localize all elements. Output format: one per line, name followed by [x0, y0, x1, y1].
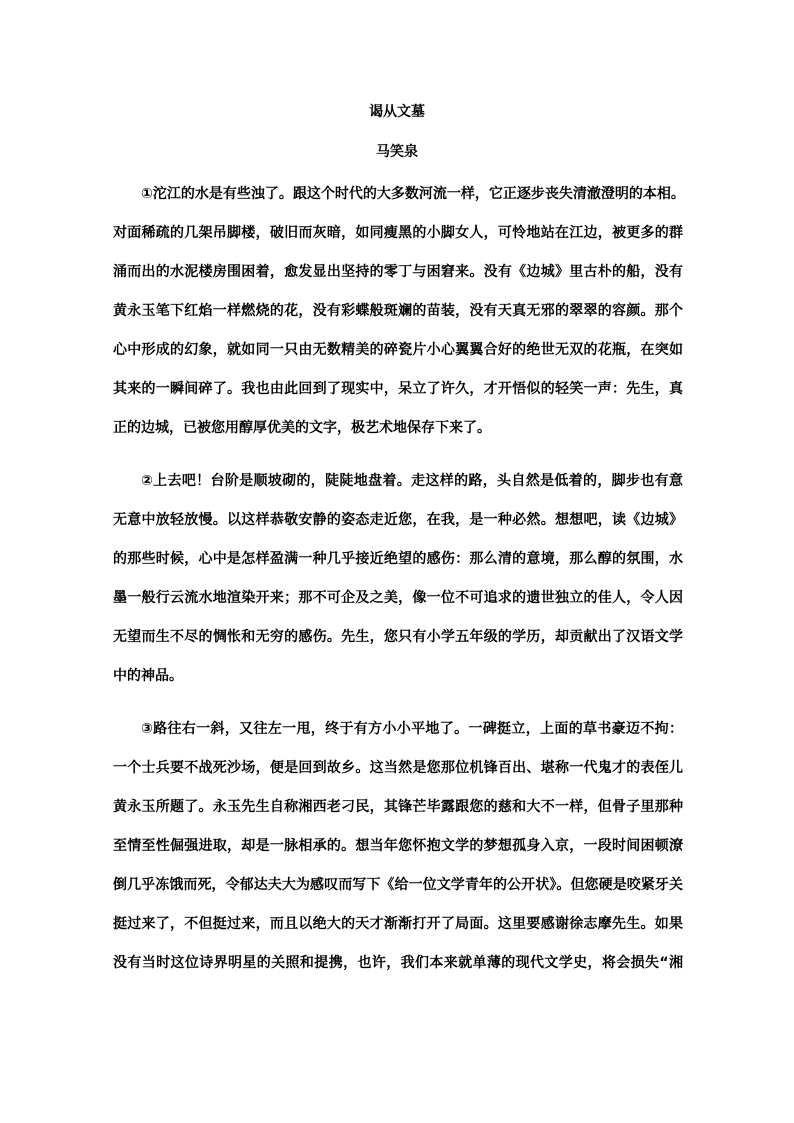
paragraph-1-line-3: 涌而出的水泥楼房围困着，愈发显出坚持的零丁与困窘来。没有《边城》里古朴的船，没有 [113, 264, 683, 280]
essay-title: 谒从文墓 [369, 104, 425, 120]
paragraph-3-line-7: 没有当时这位诗界明星的关照和提携，也许，我们本来就单薄的现代文学史，将会损失“湘 [113, 955, 683, 971]
paragraph-2-line-6: 中的神品。 [113, 668, 183, 684]
paragraph-2-line-2: 无意中放轻放慢。以这样恭敬安静的姿态走近您，在我，是一种必然。想想吧，读《边城》 [113, 512, 683, 528]
paragraph-1-line-2: 对面稀疏的几架吊脚楼，破旧而灰暗，如同瘦黑的小脚女人，可怜地站在江边，被更多的群 [113, 225, 683, 241]
paragraph-3-line-3: 黄永玉所题了。永玉先生自称湘西老刁民，其锋芒毕露跟您的慈和大不一样，但骨子里那种 [113, 799, 683, 815]
essay-author: 马笑泉 [376, 144, 418, 160]
paragraph-1-line-4: 黄永玉笔下红焰一样燃烧的花，没有彩蝶般斑斓的苗装，没有天真无邪的翠翠的容颜。那个 [113, 303, 683, 319]
paragraph-1-line-6: 其来的一瞬间碎了。我也由此回到了现实中，呆立了许久，才开悟似的轻笑一声：先生，真 [113, 381, 683, 397]
paragraph-2-line-5: 无望而生不尽的惆怅和无穷的感伤。先生，您只有小学五年级的学历，却贡献出了汉语文学 [113, 629, 683, 645]
paragraph-2-line-4: 墨一般行云流水地渲染开来；那不可企及之美，像一位不可追求的遗世独立的佳人，令人因 [113, 590, 683, 606]
paragraph-3-line-5: 倒几乎冻饿而死，令郁达夫大为感叹而写下《给一位文学青年的公开状》。但您硬是咬紧牙关 [113, 877, 683, 893]
paragraph-1-line-1: ①沱江的水是有些浊了。跟这个时代的大多数河流一样，它正逐步丧失清澈澄明的本相。 [141, 186, 685, 202]
paragraph-3-line-4: 至情至性倔强进取，却是一脉相承的。想当年您怀抱文学的梦想孤身入京，一段时间困顿潦 [113, 838, 683, 854]
paragraph-2-line-3: 的那些时候，心中是怎样盈满一种几乎接近绝望的感伤：那么清的意境，那么醇的氛围，水 [113, 551, 683, 567]
paragraph-1-line-7: 正的边城，已被您用醇厚优美的文字，极艺术地保存下来了。 [113, 420, 491, 436]
paragraph-3-line-6: 挺过来了，不但挺过来，而且以绝大的天才渐渐打开了局面。这里要感谢徐志摩先生。如果 [113, 916, 683, 932]
paragraph-1-line-5: 心中形成的幻象，就如同一只由无数精美的碎瓷片小心翼翼合好的绝世无双的花瓶，在突如 [113, 342, 683, 358]
paragraph-2-line-1: ②上去吧！台阶是顺坡砌的，陡陡地盘着。走这样的路，头自然是低着的，脚步也有意 [141, 473, 683, 489]
paragraph-3-line-1: ③路往右一斜，又往左一甩，终于有方小小平地了。一碑挺立，上面的草书豪迈不拘： [141, 721, 683, 737]
paragraph-3-line-2: 一个士兵要不战死沙场，便是回到故乡。这当然是您那位机锋百出、堪称一代鬼才的表侄儿 [113, 760, 683, 776]
